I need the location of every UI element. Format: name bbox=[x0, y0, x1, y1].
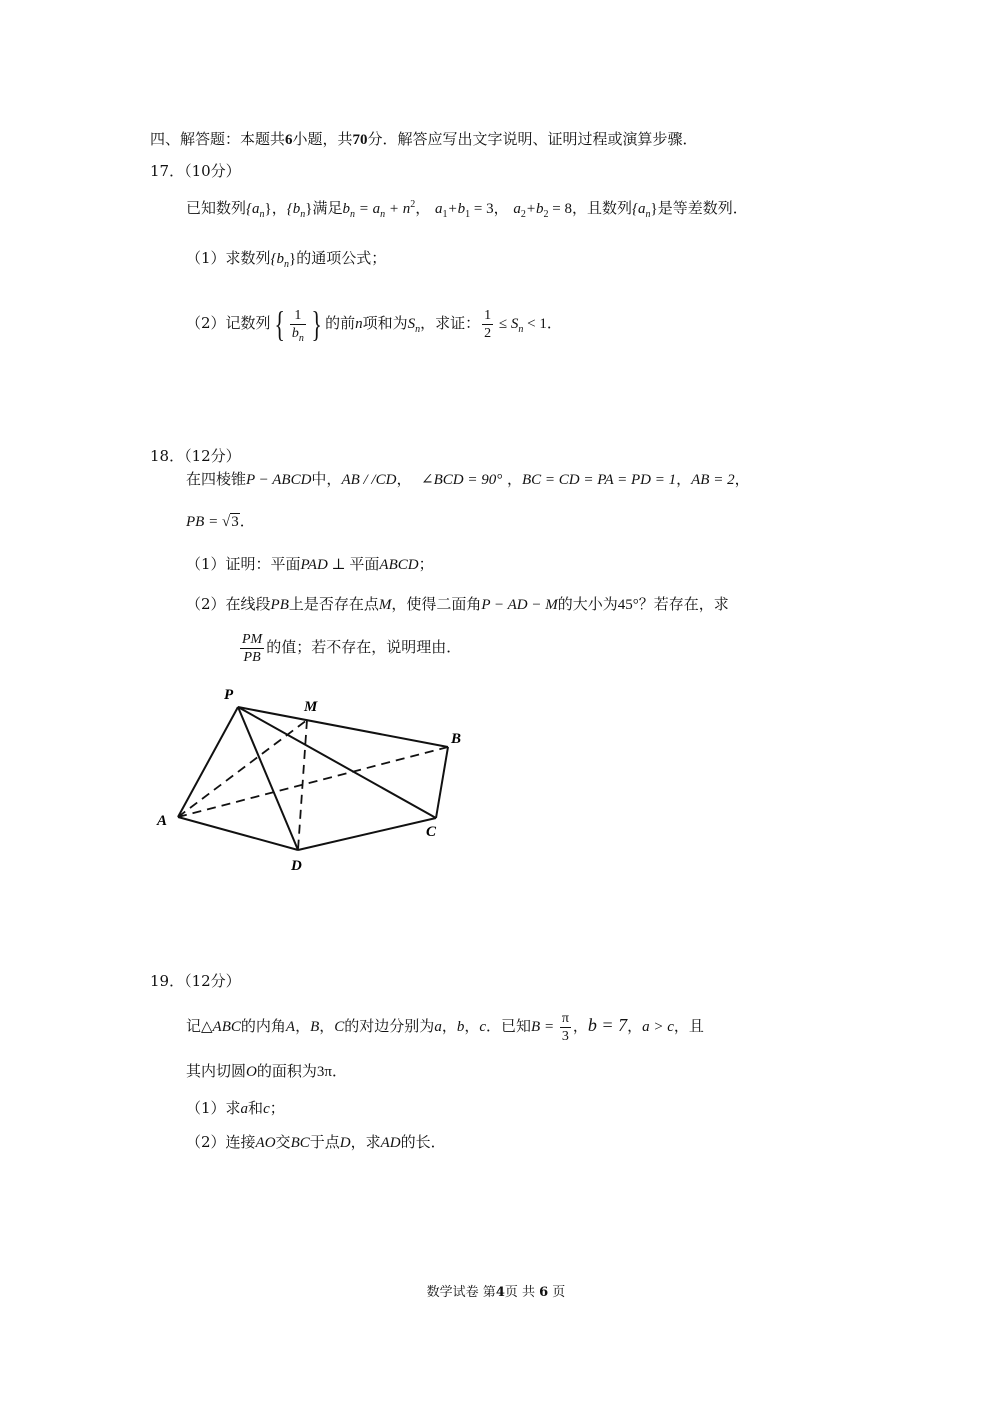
label-b: B bbox=[451, 731, 462, 747]
left-brace: { bbox=[274, 304, 285, 344]
fraction-one-half: $\frac{1}{2}$ bbox=[484, 307, 492, 341]
sqrt-3: √3 bbox=[221, 514, 239, 530]
edge-cb bbox=[436, 747, 448, 818]
edge-ad bbox=[178, 817, 298, 850]
q19-part1: （1）求a和c； bbox=[186, 1099, 285, 1117]
right-brace: } bbox=[311, 304, 322, 344]
q18-part1: （1）证明：平面PAD ⊥ 平面ABCD； bbox=[186, 555, 434, 573]
fraction-pi-over-3: $\frac{\pi}{3}$ bbox=[561, 1010, 569, 1044]
page-footer: 数学试卷 第4页 共 6 页 bbox=[426, 1285, 566, 1300]
edge-ab-hidden bbox=[178, 747, 448, 817]
pyramid-figure bbox=[150, 680, 480, 880]
q17-part2: （2）记数列{ $\frac{1}{b_n}$ } 的前n项和为$S_n$，求证： $\frac{1}{2}$ ≤ $S_n < 1$． bbox=[186, 304, 562, 344]
fraction-pm-over-pb: $\frac{PM}{PB}$ bbox=[242, 631, 263, 665]
label-c: C bbox=[426, 824, 437, 840]
label-p: P bbox=[224, 687, 234, 703]
q18-part2: （2）在线段PB上是否存在点M，使得二面角P − AD − M的大小为45°？若存在，求 bbox=[186, 595, 729, 613]
edge-dc bbox=[298, 818, 436, 850]
fraction-1-over-bn: $\frac{1}{b_n}$ bbox=[291, 307, 304, 344]
label-a: A bbox=[157, 813, 168, 829]
q18-stem-pb: PB = √3． bbox=[186, 510, 255, 533]
edge-pb bbox=[238, 707, 448, 747]
q18-part2-cont: $\frac{PM}{PB}$ 的值；若不存在，说明理由． bbox=[242, 631, 462, 665]
q17-part1: （1）求数列$\{b_n\}$的通项公式； bbox=[186, 249, 387, 270]
q18-stem: 在四棱锥P − ABCD中，AB / /CD， ∠BCD = 90° ，BC = CD = PA = PD = 1，AB = 2， bbox=[186, 470, 750, 488]
label-d: D bbox=[291, 858, 302, 874]
section-heading: 四、解答题：本题共6小题，共70分．解答应写出文字说明、证明过程或演算步骤． bbox=[150, 130, 698, 148]
edge-pc bbox=[238, 707, 436, 818]
edge-pd bbox=[238, 707, 298, 850]
q19-part2: （2）连接AO交BC于点D，求AD的长． bbox=[186, 1133, 446, 1151]
edge-am-hidden bbox=[178, 720, 307, 817]
q19-number: 19．（12分） bbox=[150, 972, 241, 990]
edge-pa bbox=[178, 707, 238, 817]
label-m: M bbox=[304, 699, 318, 715]
q17-number: 17．（10分） bbox=[150, 162, 241, 180]
q18-number: 18．（12分） bbox=[150, 447, 241, 465]
q19-stem: 记△ABC的内角A，B，C的对边分别为a，b，c．已知B = $\frac{\pi}{3}$ ，b = 7，a > c，且 bbox=[186, 1010, 704, 1044]
q17-stem: 已知数列$\{a_n\}$，$\{b_n\}$满足$b_n = a_n + n^2$， $a_1+b_1 = 3$， $a_2+b_2 = 8$，且数列$\{a_n\}$是等差数列． bbox=[186, 199, 748, 220]
q19-stem-line2: 其内切圆O的面积为3π． bbox=[186, 1062, 347, 1080]
